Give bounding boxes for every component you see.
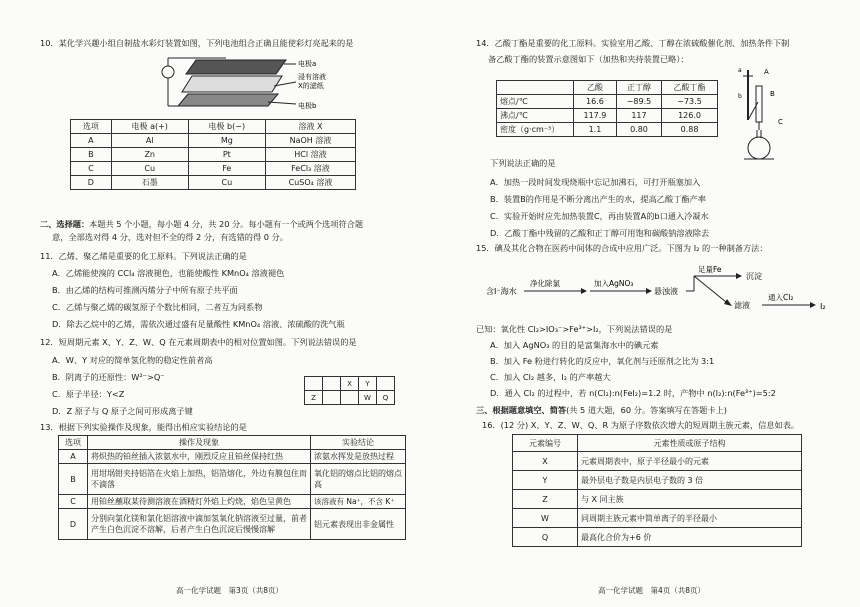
q11-stem: 11．乙烯、聚乙烯是重要的化工原料。下列说法正确的是 [40, 251, 247, 261]
q14-stem2: 下列说法正确的是 [490, 158, 556, 168]
table-row: 密度（g·cm⁻³） 1.1 0.80 0.88 [497, 123, 718, 137]
q11-option-d: D．除去乙烷中的乙烯，需依次通过盛有足量酸性 KMnO₄ 溶液、浓硫酸的洗气瓶 [52, 319, 345, 329]
svg-text:浸有溶液: 浸有溶液 [298, 73, 326, 81]
q12-option-a: A．W、Y 对应的简单氢化物的稳定性前者高 [52, 355, 213, 365]
q12-stem: 12．短周期元素 X、Y、Z、W、Q 在元素周期表中的相对位置如图。下列说法错误的是 [40, 337, 357, 347]
svg-text:滤液: 滤液 [734, 301, 750, 310]
section3-title: 三、根据题意填空、简答(共 5 道大题，60 分。答案填写在答题卡上) [476, 405, 727, 415]
q15-option-a: A．加入 AgNO₃ 的目的是富集海水中的碘元素 [490, 340, 659, 350]
q13-table: 选项 操作及现象 实验结论 A 将炽热的铂丝插入浓氨水中，刚烈反应且铂丝保持红热 浓氨水挥发是放热过程 B 用坩埚钳夹持铝箔在火焰上加热，铝箔熔化，外边有膜包住而不滴落 氧化铝的熔点比铝的熔点高 C 用铂丝蘸取某待测溶液在酒精灯外焰上灼烧，焰色呈黄色 该溶液有 Na⁺，不含 K⁺ D 分别向氯化镁和氯化铝溶液中滴加氢氧化钠溶液至过量，前者产生白色沉淀不溶解，后者产生白色沉淀后慢慢溶解 铝元素表现出非金属性 [58, 435, 406, 540]
q11-option-a: A．乙烯能使溴的 CCl₄ 溶液褪色，也能使酸性 KMnO₄ 溶液褪色 [52, 268, 285, 278]
table-row: D 石墨 Cu CuSO₄ 溶液 [71, 176, 356, 190]
left-column [40, 0, 418, 607]
table-row: Y 最外层电子数是内层电子数的 3 倍 [513, 471, 802, 490]
q16-stem: 16．(12 分) X、Y、Z、W、Q、R 为原子序数依次增大的短周期主族元素，信息如表。 [482, 420, 800, 430]
electrode-b [178, 94, 278, 106]
table-row: Z 与 X 同主族 [513, 490, 802, 509]
q14-stem-line2: 备乙酸丁酯的装置示意图如下（加热和夹持装置已略）： [488, 54, 689, 64]
section2-line1: 二、选择题：本题共 5 个小题，每小题 4 分，共 20 分。每小题有一个或两个选项符合题 [40, 219, 364, 229]
q10-stem: 10．某化学兴趣小组自制盐水彩灯装置如图，下列电池组合正确且能使彩灯亮起来的是 [40, 38, 354, 48]
table-row: W 同周期主族元素中简单离子的半径最小 [513, 509, 802, 528]
q14-apparatus-figure [738, 62, 808, 162]
q15-known: 已知：氧化性 Cl₂>IO₃⁻>Fe³⁺>I₂，下列说法错误的是 [476, 324, 673, 334]
q15-option-b: B．加入 Fe 粉进行转化的反应中，氧化剂与还原剂之比为 3:1 [490, 356, 715, 366]
table-row: 沸点/℃ 117.9 117 126.0 [497, 109, 718, 123]
svg-text:悬浊液: 悬浊液 [654, 287, 678, 296]
svg-text:加入AgNO₃: 加入AgNO₃ [594, 279, 634, 288]
filter-paper [182, 76, 282, 92]
q10-table: 选项 电极 a(+) 电极 b(−) 溶液 X A Al Mg NaOH 溶液 B Zn Pt HCl 溶液 C Cu Fe FeCl₃ 溶液 D 石墨 Cu CuSO₄ 溶液 [70, 119, 356, 190]
svg-text:B: B [770, 90, 775, 98]
electrode-a [186, 60, 286, 74]
svg-text:b: b [738, 93, 742, 100]
section2-line2: 意，全部选对得 4 分，选对但不全的得 2 分，有选错的得 0 分。 [52, 232, 288, 242]
q12-option-b: B．阴离子的还原性：W²⁻>Q⁻ [52, 372, 165, 382]
q10-lamp-figure [156, 52, 336, 116]
q15-option-d: D．通入 Cl₂ 的过程中，若 n(Cl₂):n(FeI₂)=1.2 时，产物中 n(I₂):n(Fe³⁺)=5:2 [490, 388, 776, 398]
table-row: Q 最高化合价为+6 价 [513, 528, 802, 547]
svg-text:A: A [764, 68, 769, 76]
table-row: B 用坩埚钳夹持铝箔在火焰上加热，铝箔熔化，外边有膜包住而不滴落 氧化铝的熔点比铝的熔点高 [59, 464, 406, 495]
q14-option-d: D．乙酸丁酯中残留的乙酸和正丁醇可用饱和碳酸钠溶液除去 [490, 228, 710, 238]
svg-text:I₂: I₂ [820, 302, 826, 311]
q12-periodic-grid: X Y Z W Q [304, 376, 395, 405]
q14-stem-line1: 14．乙酸丁酯是重要的化工原料。实验室用乙酸、丁醇在浓硫酸催化剂、加热条件下制 [476, 38, 790, 48]
lamp-icon [162, 66, 174, 78]
page-footer-left: 高一化学试题 第3页（共8页） [176, 586, 284, 595]
q11-option-c: C．乙烯与聚乙烯的碳氢原子个数比相同，二者互为同系物 [52, 302, 263, 312]
table-row: B Zn Pt HCl 溶液 [71, 148, 356, 162]
q15-stem: 15．碘及其化合物在医药中间体的合成中应用广泛。下图为 I₂ 的一种制备方法： [476, 243, 768, 253]
q11-option-b: B．由乙烯的结构可推测丙烯分子中所有原子共平面 [52, 285, 238, 295]
q16-table: 元素编号 元素性质或原子结构 X 元素周期表中，原子半径最小的元素 Y 最外层电子数是内层电子数的 3 倍 Z 与 X 同主族 W 同周期主族元素中简单离子的半径最小 Q 最高化合价为+6 价 [512, 434, 802, 547]
right-column [476, 0, 836, 607]
table-row: D 分别向氯化镁和氯化铝溶液中滴加氢氧化钠溶液至过量，前者产生白色沉淀不溶解，后者产生白色沉淀后慢慢溶解 铝元素表现出非金属性 [59, 509, 406, 540]
table-row: A 将炽热的铂丝插入浓氨水中，刚烈反应且铂丝保持红热 浓氨水挥发是放热过程 [59, 450, 406, 464]
svg-text:沉淀: 沉淀 [746, 272, 762, 281]
table-row: C Cu Fe FeCl₃ 溶液 [71, 162, 356, 176]
q14-option-c: C．实验开始时应先加热装置C，再由装置A的b口通入冷凝水 [490, 211, 709, 221]
q13-stem: 13．根据下列实验操作及现象，能得出相应实验结论的是 [40, 422, 247, 432]
svg-text:通入Cl₂: 通入Cl₂ [768, 293, 794, 302]
page-footer-right: 高一化学试题 第4页（共8页） [598, 586, 706, 595]
svg-text:X的滤纸: X的滤纸 [298, 82, 324, 90]
q14-properties-table: 乙酸 正丁醇 乙酸丁酯 熔点/℃ 16.6 −89.5 −73.5 沸点/℃ 117.9 117 126.0 密度（g·cm⁻³） 1.1 0.80 0.88 [496, 80, 718, 137]
svg-text:足量Fe: 足量Fe [698, 265, 722, 274]
svg-text:净化除氯: 净化除氯 [530, 279, 560, 288]
q14-option-a: A．加热一段时间发现烧瓶中忘记加沸石，可打开瓶塞加入 [490, 177, 701, 187]
table-row: C 用铂丝蘸取某待测溶液在酒精灯外焰上灼烧，焰色呈黄色 该溶液有 Na⁺，不含 K⁺ [59, 495, 406, 509]
q12-option-d: D．Z 原子与 Q 原子之间可形成离子键 [52, 406, 193, 416]
q14-option-b: B．装置B的作用是不断分离出产生的水，提高乙酸丁酯产率 [490, 194, 706, 204]
label-b: 电极b [298, 102, 317, 110]
table-row: X 元素周期表中，原子半径最小的元素 [513, 452, 802, 471]
svg-text:C: C [778, 118, 783, 126]
q12-option-c: C．原子半径：Y<Z [52, 389, 125, 399]
svg-text:含I⁻海水: 含I⁻海水 [486, 287, 517, 296]
label-a: 电极a [298, 60, 317, 68]
table-row: 熔点/℃ 16.6 −89.5 −73.5 [497, 95, 718, 109]
q15-option-c: C．加入 Cl₂ 越多，I₂ 的产率越大 [490, 372, 611, 382]
q15-flowchart [486, 262, 836, 318]
table-row: A Al Mg NaOH 溶液 [71, 134, 356, 148]
svg-text:a: a [738, 67, 742, 74]
